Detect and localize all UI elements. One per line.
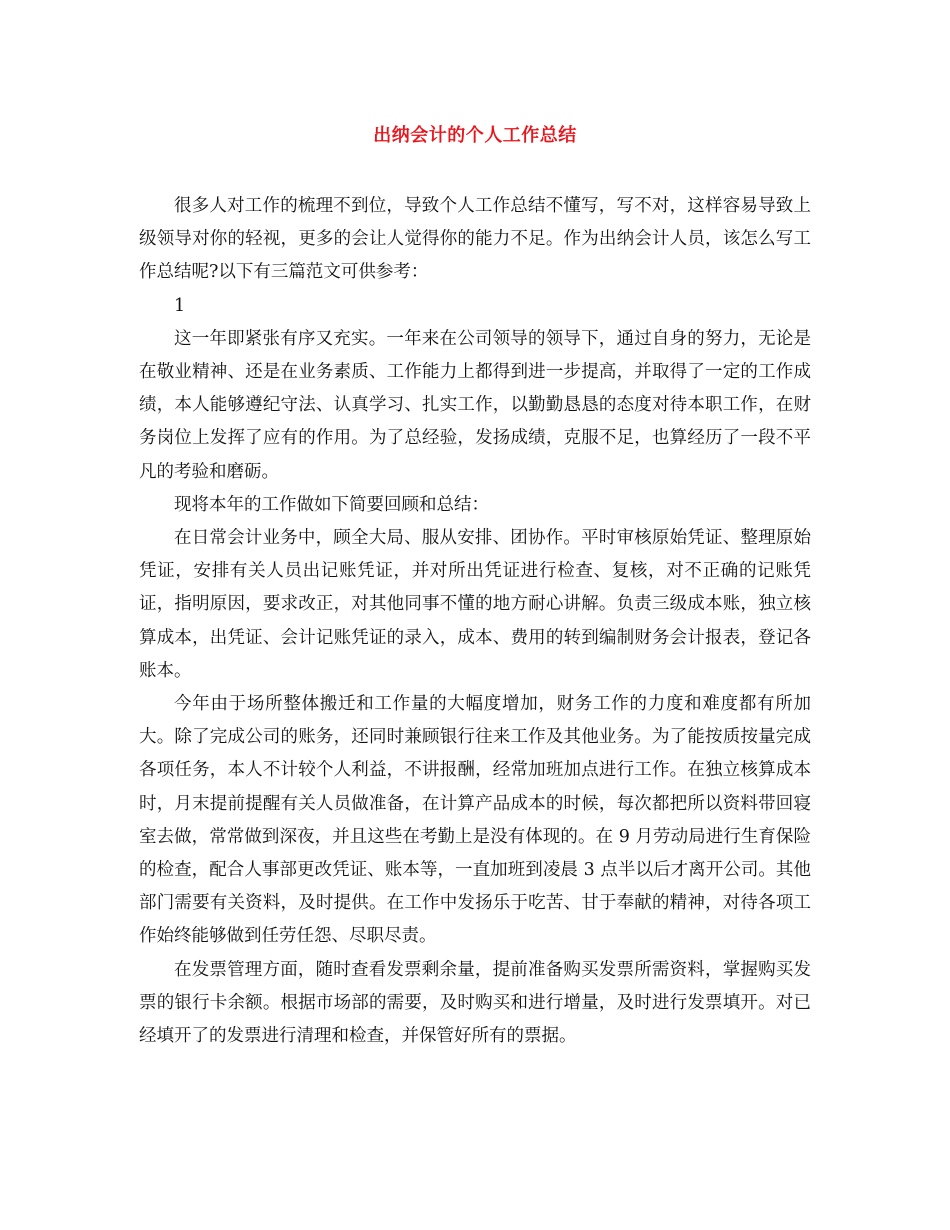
document-title: 出纳会计的个人工作总结 bbox=[373, 125, 577, 146]
document-body bbox=[139, 190, 811, 1053]
paragraph: 今年由于场所整体搬迁和工作量的大幅度增加，财务工作的力度和难度都有所加大。除了完成公司的账务，还同时兼顾银行往来工作及其他业务。为了能按质按量完成各项任务，本人不计较个人利益，不讲报酬，经常加班加点进行工作。在独立核算成本时，月末提前提醒有关人员做准备，在计算产品成本的时候，每次都把所以资料带回寝室去做，常常做到深夜，并且这些在考勤上是没有体现的。在 9 月劳动局进行生育保险的检查，配合人事部更改凭证、账本等，一直加班到凌晨 3 点半以后才离开公司。其他部门需要有关资料，及时提供。在工作中发扬乐于吃苦、甘于奉献的精神，对待各项工作始终能够做到任劳任怨、尽职尽责。 bbox=[139, 694, 811, 947]
section-number: 1 bbox=[174, 295, 186, 316]
paragraph-intro: 很多人对工作的梳理不到位，导致个人工作总结不懂写，写不对，这样容易导致上级领导对你的轻视，更多的会让人觉得你的能力不足。作为出纳会计人员，该怎么写工作总结呢?以下有三篇范文可供参考： bbox=[139, 196, 811, 283]
paragraph: 在日常会计业务中，顾全大局、服从安排、团协作。平时审核原始凭证、整理原始凭证，安排有关人员出记账凭证，并对所出凭证进行检查、复核，对不正确的记账凭证，指明原因，要求改正，对其他同事不懂的地方耐心讲解。负责三级成本账，独立核算成本，出凭证、会计记账凭证的录入，成本、费用的转到编制财务会计报表，登记各账本。 bbox=[139, 528, 811, 681]
paragraph: 这一年即紧张有序又充实。一年来在公司领导的领导下，通过自身的努力，无论是在敬业精神、还是在业务素质、工作能力上都得到进一步提高，并取得了一定的工作成绩，本人能够遵纪守法、认真学习、扎实工作，以勤勤恳恳的态度对待本职工作，在财务岗位上发挥了应有的作用。为了总经验，发扬成绩，克服不足，也算经历了一段不平凡的考验和磨砺。 bbox=[139, 328, 811, 482]
paragraph: 在发票管理方面，随时查看发票剩余量，提前准备购买发票所需资料，掌握购买发票的银行卡余额。根据市场部的需要，及时购买和进行增量，及时进行发票填开。对已经填开了的发票进行清理和检查，并保管好所有的票据。 bbox=[139, 959, 811, 1047]
paragraph: 现将本年的工作做如下简要回顾和总结： bbox=[174, 494, 489, 515]
